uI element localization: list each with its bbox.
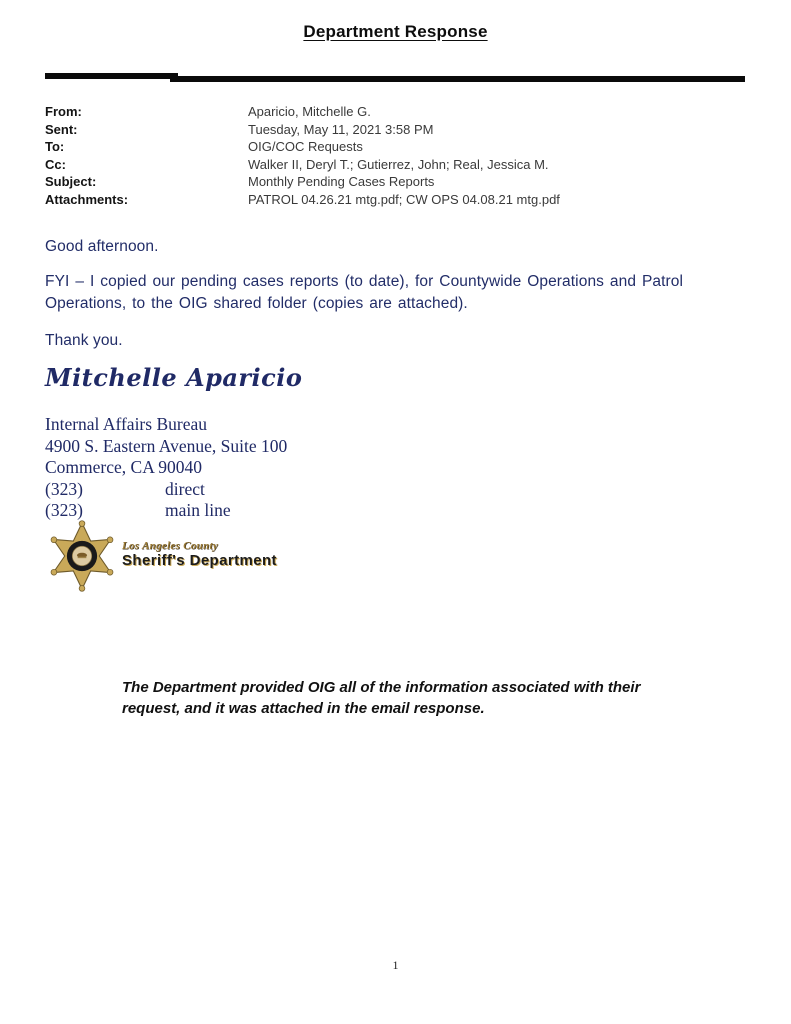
to-value: OIG/COC Requests: [248, 139, 363, 154]
lasd-logo-department-text: Sheriff's Department: [122, 551, 277, 569]
subject-label: Subject:: [45, 174, 97, 189]
signature-name: Mitchelle Aparicio: [45, 363, 303, 392]
cc-label: Cc:: [45, 156, 66, 172]
phone-direct-row: [45, 479, 287, 501]
page-number: 1: [392, 958, 399, 972]
email-header-row-sent: [45, 121, 745, 139]
email-header-row-to: [45, 138, 745, 156]
phone-main-row: [45, 500, 287, 522]
phone-direct-number: (323): [45, 478, 83, 499]
phone-main-number: (323): [45, 500, 83, 520]
sheriff-star-badge-icon: [46, 520, 118, 592]
lasd-logo-county-text: Los Angeles County: [122, 539, 219, 552]
attachments-label: Attachments:: [45, 191, 129, 207]
signature-address-line2: Commerce, CA 90040: [45, 457, 202, 477]
from-label: From:: [45, 104, 82, 119]
email-header-row-cc: [45, 156, 745, 174]
to-label: To:: [45, 139, 65, 154]
subject-value: Monthly Pending Cases Reports: [248, 174, 435, 189]
signature-block: [45, 414, 287, 522]
horizontal-rule-left: [45, 73, 178, 79]
oig-note: The Department provided OIG all of the information associated with their request, and it was attached in the email response.: [122, 679, 641, 717]
horizontal-rule-right: [170, 76, 745, 82]
lasd-logo-text: [122, 540, 277, 569]
email-body-paragraph: FYI – I copied our pending cases reports (to date), for Countywide Operations and Patrol Operations, to the OIG shared folder (copies are attached).: [45, 273, 684, 312]
phone-main-label: main line: [165, 500, 231, 520]
signature-bureau: Internal Affairs Bureau: [45, 414, 207, 434]
attachments-value: PATROL 04.26.21 mtg.pdf; CW OPS 04.08.21 mtg.pdf: [248, 191, 560, 207]
email-header-row-from: [45, 103, 745, 121]
sent-label: Sent:: [45, 121, 78, 137]
email-header-row-subject: [45, 173, 745, 191]
sent-value: Tuesday, May 11, 2021 3:58 PM: [248, 121, 434, 137]
signature-address-line1: 4900 S. Eastern Avenue, Suite 100: [45, 435, 288, 456]
phone-direct-label: direct: [165, 478, 205, 499]
email-header-block: [45, 103, 745, 208]
from-value: Aparicio, Mitchelle G.: [248, 104, 371, 119]
email-greeting: Good afternoon.: [45, 238, 159, 255]
cc-value: Walker II, Deryl T.; Gutierrez, John; Real, Jessica M.: [248, 156, 549, 172]
email-header-row-attachments: [45, 191, 745, 209]
email-closing: Thank you.: [45, 332, 123, 349]
page-title: Department Response: [303, 22, 488, 41]
lasd-logo: [46, 520, 277, 592]
